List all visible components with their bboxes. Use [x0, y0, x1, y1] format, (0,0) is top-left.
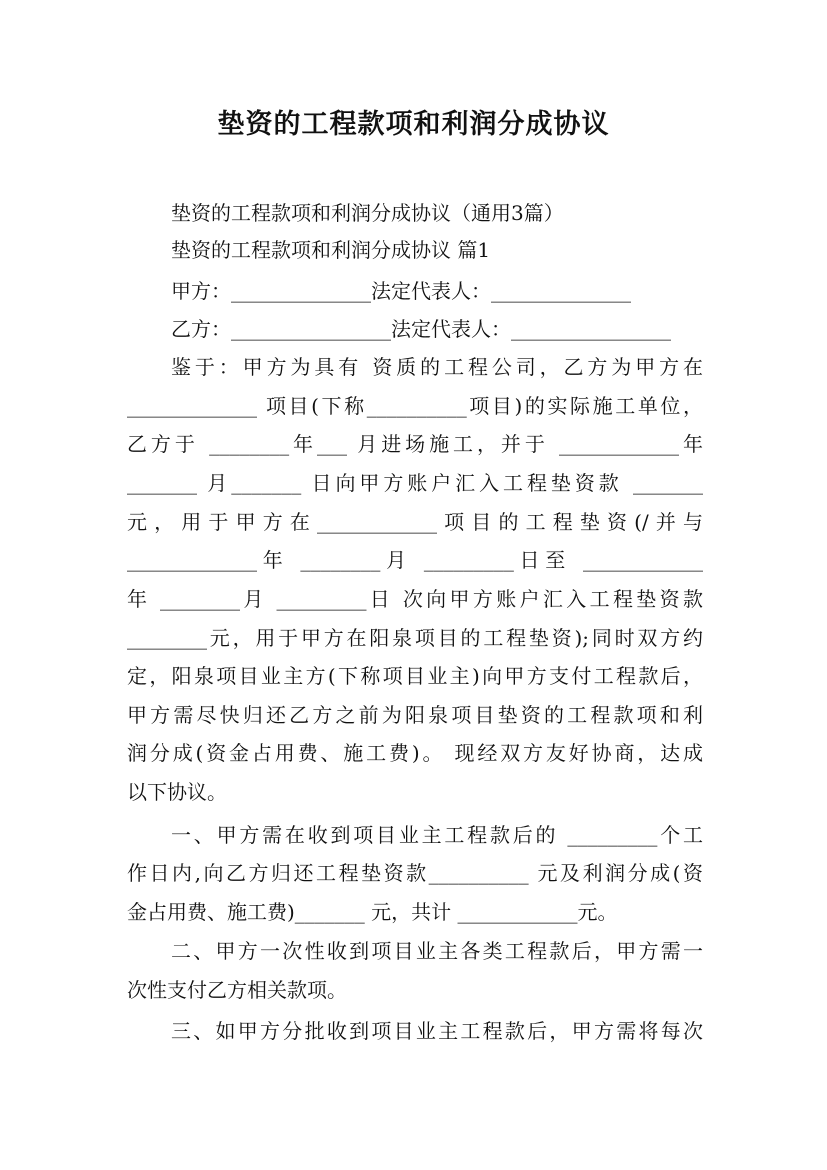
document-title: 垫资的工程款项和利润分成协议 [217, 109, 610, 140]
section-heading: 垫资的工程款项和利润分成协议 篇1 [171, 238, 491, 262]
paragraph-line: _____________ 项目(下称__________项目)的实际施工单位， [127, 394, 703, 418]
paragraph-line: _____________年 ________月 _________日至 ____________ [127, 548, 703, 572]
paragraph-line: 元，用于甲方在____________项目的工程垫资(/并与 [127, 510, 703, 534]
paragraph-line: 鉴于：甲方为具有 资质的工程公司，乙方为甲方在 [171, 355, 703, 379]
subtitle-line: 垫资的工程款项和利润分成协议（通用3篇） [171, 201, 564, 225]
paragraph-line: _______ 月_______ 日向甲方账户汇入工程垫资款 _______ [127, 471, 703, 495]
party-b-line: 乙方：________________法定代表人：________________ [171, 317, 671, 341]
clause-2-line: 二、甲方一次性收到项目业主各类工程款后，甲方需一 [171, 939, 703, 963]
clause-2-line: 次性支付乙方相关款项。 [127, 978, 347, 1002]
paragraph-line: ________元，用于甲方在阳泉项目的工程垫资);同时双方约 [127, 626, 703, 650]
clause-3-line: 三、如甲方分批收到项目业主工程款后，甲方需将每次 [171, 1019, 703, 1043]
clause-1-line: 作日内,向乙方归还工程垫资款__________ 元及利润分成(资 [127, 861, 703, 885]
paragraph-line: 甲方需尽快归还乙方之前为阳泉项目垫资的工程款项和利 [127, 703, 703, 727]
clause-1-line: 一、甲方需在收到项目业主工程款后的 _________个工 [171, 823, 703, 847]
clause-1-line: 金占用费、施工费)_______ 元，共计 ____________元。 [127, 900, 618, 924]
paragraph-line: 乙方于 ________年___ 月进场施工，并于 ____________年 [127, 432, 703, 456]
paragraph-line: 定，阳泉项目业主方(下称项目业主)向甲方支付工程款后， [127, 664, 703, 688]
party-a-line: 甲方：______________法定代表人：______________ [171, 279, 631, 303]
paragraph-line: 年 ________月 _________日 次向甲方账户汇入工程垫资款 [127, 587, 703, 611]
paragraph-line: 润分成(资金占用费、施工费)。 现经双方友好协商，达成 [127, 741, 703, 765]
paragraph-line: 以下协议。 [127, 780, 227, 804]
